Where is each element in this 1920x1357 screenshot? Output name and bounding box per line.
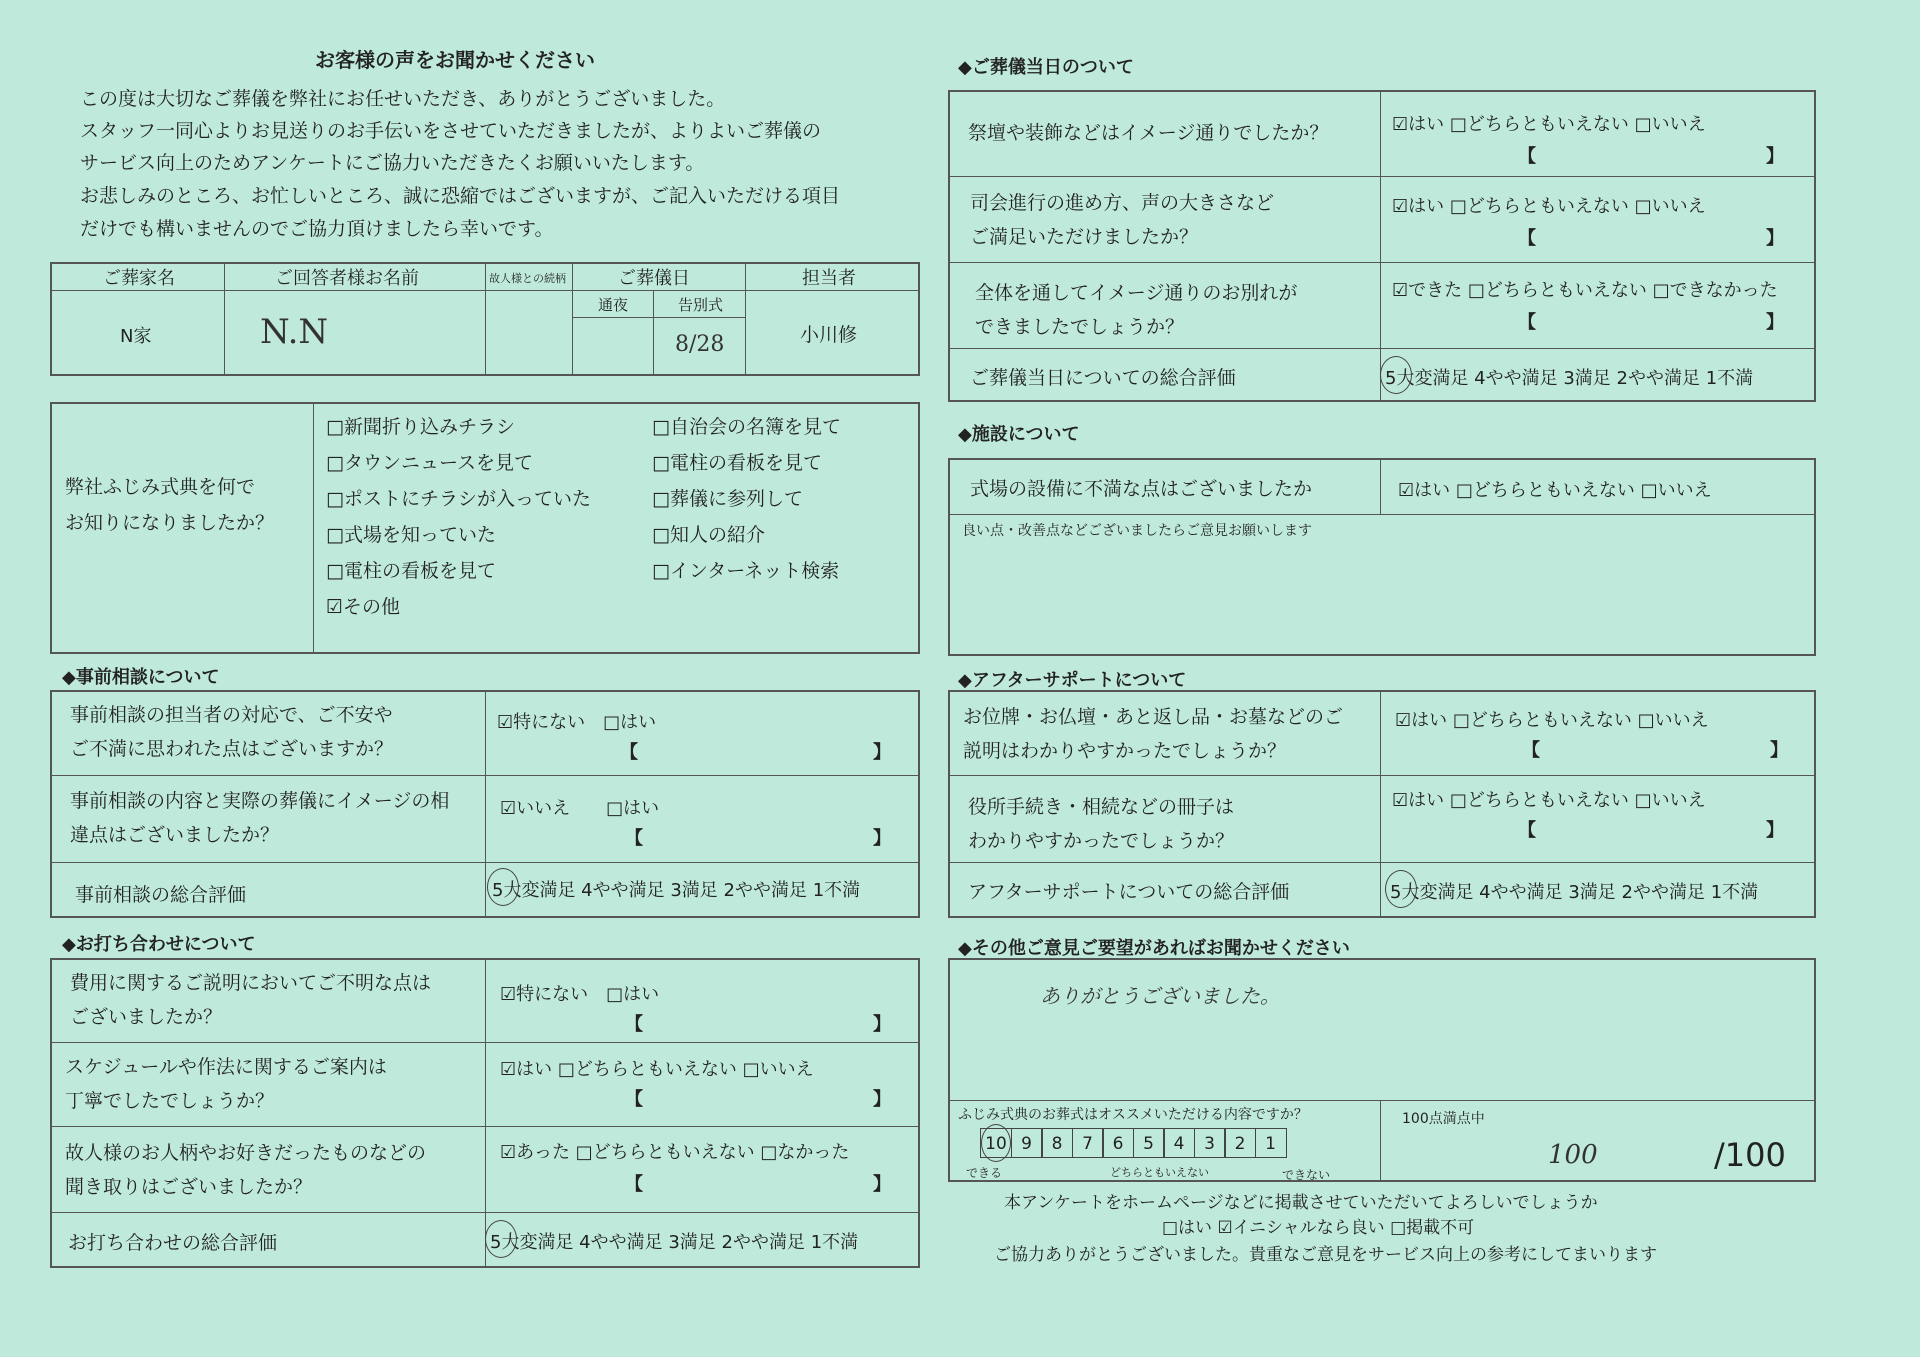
- meeting-row-line: [50, 1126, 920, 1127]
- source-option-newspaper[interactable]: □新聞折り込みチラシ: [326, 416, 515, 438]
- funeral-day-q2-line1: 司会進行の進め方、声の大きさなど: [970, 192, 1275, 214]
- funeral-day-row-line: [948, 176, 1816, 177]
- bracket-open: 【: [625, 1014, 643, 1035]
- after-support-q1-line2: 説明はわかりやすかったでしょうか？: [963, 740, 1287, 762]
- after-support-a3[interactable]: 5大変満足 4やや満足 3満足 2やや満足 1不満: [1390, 882, 1759, 903]
- bracket-close: 】: [873, 828, 891, 849]
- source-question-line2: お知りになりましたか？: [65, 512, 275, 534]
- meeting-q3: [65, 1136, 426, 1204]
- intro-line-4: お悲しみのところ、お忙しいところ、誠に恐縮ではございますが、ご記入いただける項目: [80, 185, 841, 207]
- recommend-label-right: できない: [1282, 1168, 1331, 1182]
- recommend-label-mid: どちらともいえない: [1110, 1166, 1209, 1179]
- bracket-close: 】: [1766, 820, 1784, 841]
- meeting-q4: お打ち合わせの総合評価: [68, 1232, 278, 1254]
- meeting-q1-line1: 費用に関するご説明においてご不明な点は: [70, 972, 432, 994]
- selection-circle: [1385, 870, 1417, 908]
- after-support-q2-line2: わかりやすかったでしょうか？: [968, 830, 1235, 852]
- funeral-day-q4: ご葬儀当日についての総合評価: [970, 367, 1236, 389]
- survey-title: お客様の声をお聞かせください: [315, 48, 595, 72]
- facility-divider: [1380, 458, 1381, 514]
- source-option-referral[interactable]: □知人の紹介: [652, 524, 765, 546]
- funeral-day-divider: [1380, 90, 1381, 402]
- bracket-close: 】: [1766, 312, 1784, 333]
- info-subheader-line: [572, 317, 745, 318]
- intro-line-2: スタッフ一同心よりお見送りのお手伝いをさせていただきましたが、よりよいご葬儀の: [80, 120, 822, 142]
- after-support-q2: [968, 790, 1234, 858]
- meeting-q1: [70, 966, 431, 1034]
- scale-5[interactable]: 5: [1133, 1128, 1165, 1158]
- scale-10[interactable]: 10: [980, 1128, 1012, 1158]
- consult-a2[interactable]: ☑いいえ □はい: [500, 798, 660, 819]
- header-respondent: ご回答者様お名前: [275, 268, 419, 289]
- after-support-row-line: [948, 775, 1816, 776]
- bracket-open: 【: [625, 828, 643, 849]
- meeting-q3-line1: 故人様のお人柄やお好きだったものなどの: [65, 1142, 427, 1164]
- funeral-day-a1[interactable]: ☑はい □どちらともいえない □いいえ: [1392, 114, 1706, 135]
- facility-q1: 式場の設備に不満な点はございましたか: [970, 478, 1313, 500]
- funeral-day-q2-line2: ご満足いただけましたか？: [970, 226, 1199, 248]
- bracket-open: 【: [625, 1089, 643, 1110]
- funeral-date-value: 8/28: [675, 332, 725, 357]
- info-divider: [572, 262, 573, 376]
- after-support-q2-line1: 役所手続き・相続などの冊子は: [968, 796, 1235, 818]
- after-support-heading: ◆アフターサポートについて: [958, 670, 1187, 691]
- recommend-label-left: できる: [966, 1166, 1003, 1180]
- source-question-line1: 弊社ふじみ式典を何で: [65, 476, 256, 498]
- other-heading: ◆その他ご意見ご要望があればお聞かせください: [958, 938, 1350, 959]
- bracket-open: 【: [1518, 228, 1536, 249]
- source-option-pole-sign-2[interactable]: □電柱の看板を見て: [652, 452, 822, 474]
- bracket-close: 】: [1770, 740, 1788, 761]
- consult-a3[interactable]: 5大変満足 4やや満足 3満足 2やや満足 1不満: [492, 880, 861, 901]
- source-option-knew-hall[interactable]: □式場を知っていた: [326, 524, 496, 546]
- after-support-q1-line1: お位牌・お仏壇・あと返し品・お墓などのご: [963, 706, 1344, 728]
- header-family-name: ご葬家名: [103, 268, 175, 289]
- publish-options[interactable]: □はい ☑イニシャルなら良い □掲載不可: [1162, 1218, 1475, 1238]
- subheader-ceremony: 告別式: [678, 296, 724, 314]
- meeting-q2-line2: 丁寧でしたでしょうか？: [65, 1090, 275, 1112]
- consult-row-line: [50, 862, 920, 863]
- scale-3[interactable]: 3: [1194, 1128, 1226, 1158]
- bracket-close: 】: [1766, 146, 1784, 167]
- funeral-day-a4[interactable]: 5大変満足 4やや満足 3満足 2やや満足 1不満: [1385, 368, 1754, 389]
- facility-comment-label: 良い点・改善点などございましたらご意見お願いします: [962, 523, 1312, 539]
- selection-circle: [981, 1124, 1011, 1162]
- meeting-q2-line1: スケジュールや作法に関するご案内は: [65, 1056, 387, 1078]
- scale-6[interactable]: 6: [1102, 1128, 1134, 1158]
- facility-a1[interactable]: ☑はい □どちらともいえない □いいえ: [1398, 480, 1712, 501]
- selection-circle: [487, 868, 519, 906]
- meeting-a4[interactable]: 5大変満足 4やや満足 3満足 2やや満足 1不満: [490, 1232, 859, 1253]
- source-option-mail-flyer[interactable]: □ポストにチラシが入っていた: [326, 488, 591, 510]
- scale-9[interactable]: 9: [1011, 1128, 1043, 1158]
- funeral-day-q3-line2: できましたでしょうか？: [975, 316, 1185, 338]
- facility-heading: ◆施設について: [958, 424, 1080, 445]
- intro-line-3: サービス向上のためアンケートにご協力いただきたくお願いいたします。: [80, 152, 705, 174]
- meeting-heading: ◆お打ち合わせについて: [62, 934, 256, 955]
- info-divider: [485, 262, 486, 376]
- source-option-other[interactable]: ☑その他: [326, 596, 401, 618]
- consult-q3: 事前相談の総合評価: [75, 884, 247, 906]
- bracket-open: 【: [1518, 312, 1536, 333]
- header-staff: 担当者: [802, 268, 856, 289]
- funeral-day-a3[interactable]: ☑できた □どちらともいえない □できなかった: [1392, 280, 1778, 301]
- bracket-open: 【: [625, 1174, 643, 1195]
- scale-4[interactable]: 4: [1163, 1128, 1195, 1158]
- consult-q2-line1: 事前相談の内容と実際の葬儀にイメージの相: [70, 790, 450, 812]
- source-option-internet[interactable]: □インターネット検索: [652, 560, 840, 582]
- after-support-a2[interactable]: ☑はい □どちらともいえない □いいえ: [1392, 790, 1706, 811]
- source-option-community-list[interactable]: □自治会の名簿を見て: [652, 416, 841, 438]
- source-divider: [313, 402, 314, 654]
- funeral-day-a2[interactable]: ☑はい □どちらともいえない □いいえ: [1392, 196, 1706, 217]
- header-funeral-date: ご葬儀日: [618, 268, 690, 289]
- after-support-row-line: [948, 862, 1816, 863]
- after-support-a1[interactable]: ☑はい □どちらともいえない □いいえ: [1395, 710, 1709, 731]
- consult-q2: [70, 784, 449, 852]
- info-divider: [653, 290, 654, 376]
- meeting-divider: [485, 958, 486, 1268]
- bracket-close: 】: [873, 1014, 891, 1035]
- consult-a1[interactable]: ☑特にない □はい: [497, 712, 657, 733]
- facility-row-line: [948, 514, 1816, 515]
- source-option-town-news[interactable]: □タウンニュースを見て: [326, 452, 534, 474]
- staff-value: 小川修: [800, 324, 858, 346]
- scale-7[interactable]: 7: [1072, 1128, 1104, 1158]
- other-row-line: [948, 1100, 1816, 1101]
- scale-8[interactable]: 8: [1041, 1128, 1073, 1158]
- other-divider: [1380, 1100, 1381, 1182]
- meeting-q1-line2: ございましたか？: [70, 1006, 223, 1028]
- publish-question: 本アンケートをホームページなどに掲載させていただいてよろしいでしょうか: [1004, 1193, 1598, 1213]
- intro-line-5: だけでも構いませんのでご協力頂けましたら幸いです。: [80, 218, 554, 240]
- other-comment[interactable]: ありがとうございました。: [1040, 984, 1280, 1008]
- scale-1[interactable]: 1: [1255, 1128, 1287, 1158]
- source-option-attended-funeral[interactable]: □葬儀に参列して: [652, 488, 803, 510]
- after-support-q3: アフターサポートについての総合評価: [968, 881, 1290, 903]
- selection-circle: [1380, 356, 1412, 394]
- bracket-open: 【: [1522, 740, 1540, 761]
- meeting-a3[interactable]: ☑あった □どちらともいえない □なかった: [500, 1142, 850, 1163]
- meeting-q2: [65, 1050, 387, 1118]
- score-label: 100点満点中: [1402, 1111, 1485, 1127]
- selection-circle: [485, 1220, 517, 1258]
- meeting-row-line: [50, 1042, 920, 1043]
- recommend-scale[interactable]: [980, 1128, 1285, 1158]
- consult-heading: ◆事前相談について: [62, 667, 220, 688]
- intro-line-1: この度は大切なご葬儀を弊社にお任せいただき、ありがとうございました。: [80, 88, 726, 110]
- info-divider: [224, 262, 225, 376]
- score-value[interactable]: 100: [1548, 1140, 1598, 1170]
- header-relation: 故人様との続柄: [489, 272, 566, 285]
- scale-2[interactable]: 2: [1224, 1128, 1256, 1158]
- recommend-question: ふじみ式典のお葬式はオススメいただける内容ですか？: [958, 1107, 1308, 1123]
- funeral-day-heading: ◆ご葬儀当日のついて: [958, 57, 1134, 78]
- bracket-close: 】: [873, 742, 891, 763]
- funeral-day-row-line: [948, 348, 1816, 349]
- meeting-a1[interactable]: ☑特にない □はい: [500, 984, 660, 1005]
- publish-thanks: ご協力ありがとうございました。貴重なご意見をサービス向上の参考にしてまいります: [994, 1245, 1657, 1265]
- bracket-close: 】: [873, 1174, 891, 1195]
- consult-q1-line2: ご不満に思われた点はございますか？: [70, 738, 394, 760]
- meeting-a2[interactable]: ☑はい □どちらともいえない □いいえ: [500, 1059, 814, 1080]
- consult-q2-line2: 違点はございましたか？: [70, 824, 280, 846]
- bracket-close: 】: [873, 1089, 891, 1110]
- bracket-open: 【: [1518, 146, 1536, 167]
- info-divider: [745, 262, 746, 376]
- family-name-value: N家: [120, 326, 152, 347]
- after-support-q1: [963, 700, 1343, 768]
- funeral-day-q3: [975, 276, 1297, 344]
- respondent-value: N.N: [260, 312, 329, 352]
- consult-q1: [70, 698, 393, 766]
- funeral-day-q2: [970, 186, 1274, 254]
- meeting-q3-line2: 聞き取りはございましたか？: [65, 1176, 313, 1198]
- bracket-open: 【: [1518, 820, 1536, 841]
- source-option-pole-sign[interactable]: □電柱の看板を見て: [326, 560, 496, 582]
- consult-row-line: [50, 775, 920, 776]
- funeral-day-q3-line1: 全体を通してイメージ通りのお別れが: [975, 282, 1298, 304]
- bracket-close: 】: [1766, 228, 1784, 249]
- meeting-row-line: [50, 1212, 920, 1213]
- subheader-wake: 通夜: [598, 296, 629, 314]
- after-support-divider: [1380, 690, 1381, 918]
- score-max: /100: [1714, 1136, 1786, 1174]
- funeral-day-row-line: [948, 262, 1816, 263]
- consult-q1-line1: 事前相談の担当者の対応で、ご不安や: [70, 704, 393, 726]
- consult-divider: [485, 690, 486, 918]
- bracket-open: 【: [620, 742, 638, 763]
- funeral-day-q1: 祭壇や装飾などはイメージ通りでしたか？: [968, 122, 1329, 144]
